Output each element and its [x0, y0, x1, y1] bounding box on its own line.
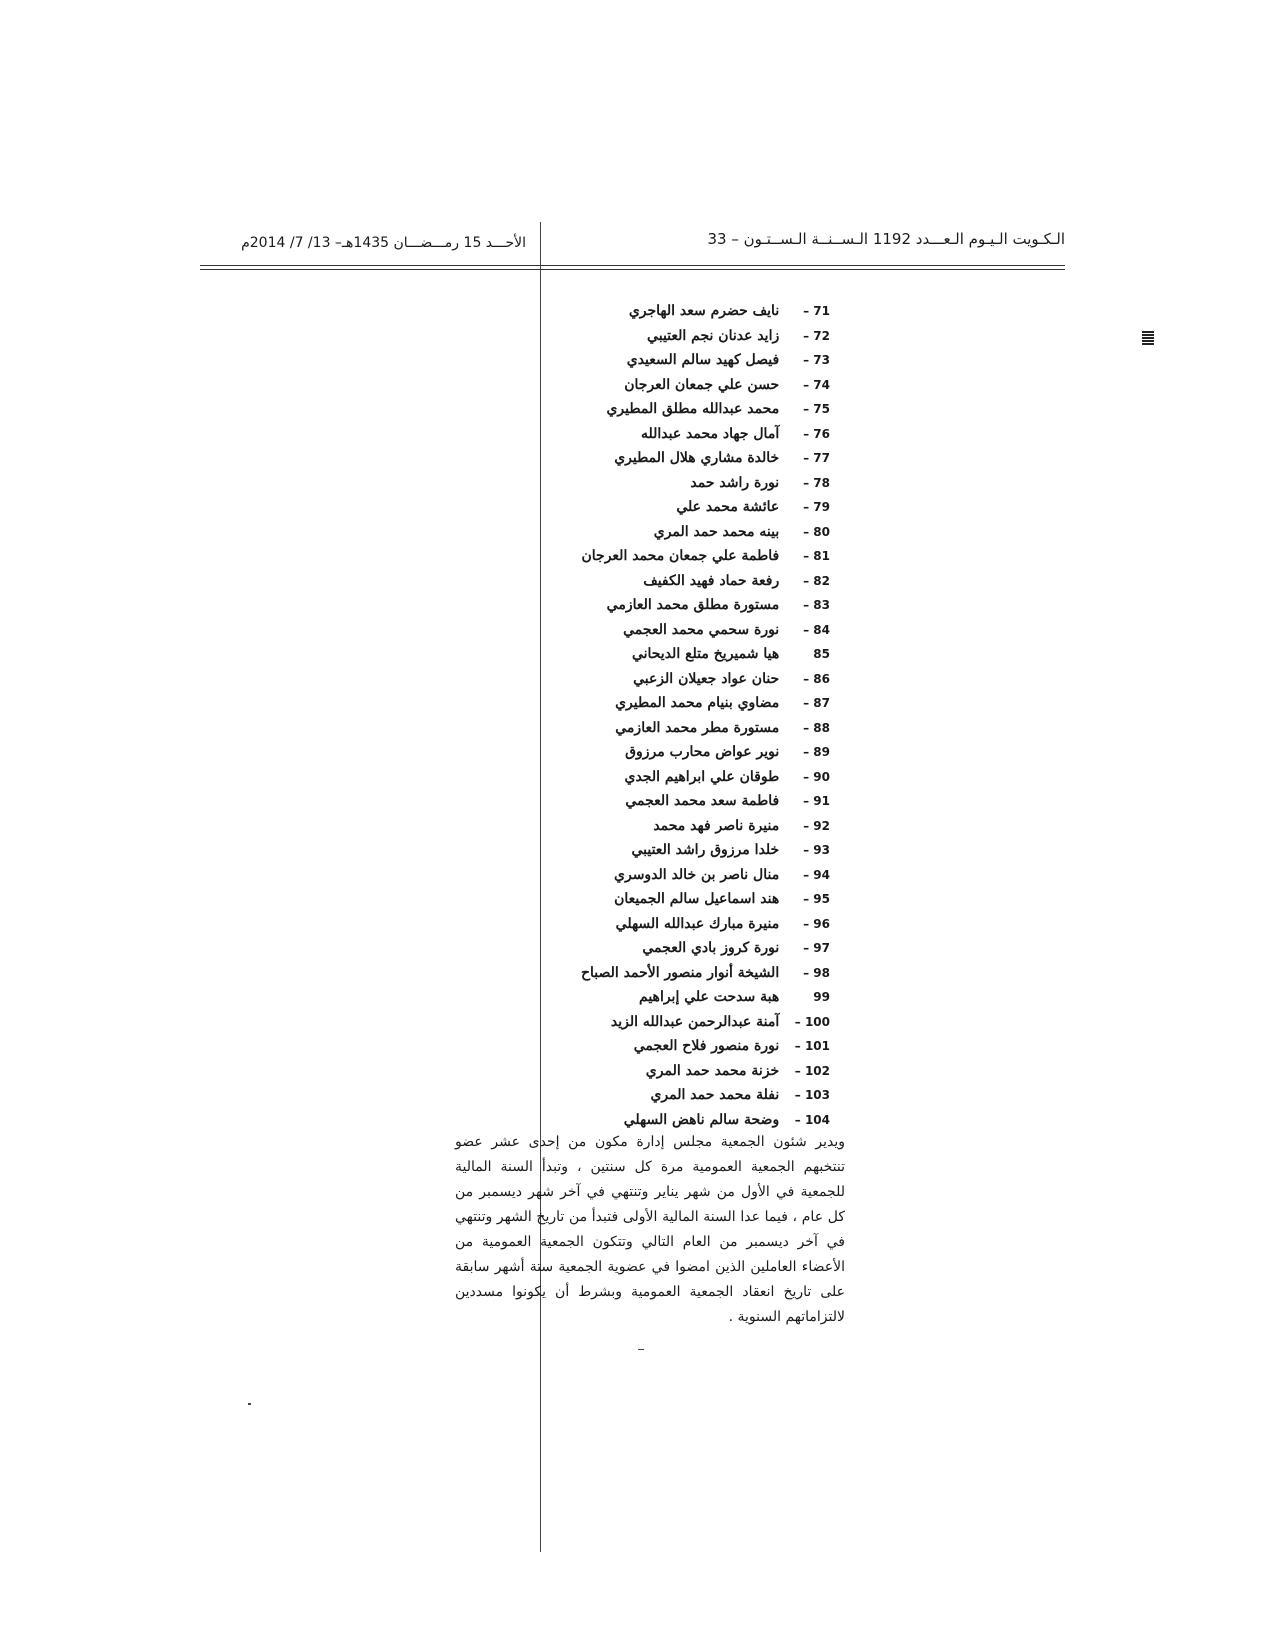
- member-list-item: [560, 788, 830, 813]
- member-name: بينه محمد حمد المري: [653, 523, 780, 540]
- member-name: منيرة ناصر فهد محمد: [653, 817, 780, 834]
- member-number: 92 –: [803, 818, 830, 833]
- member-name: خالدة مشاري هلال المطيري: [614, 450, 780, 466]
- member-list-item: [560, 470, 830, 495]
- member-number: 73 –: [803, 353, 830, 367]
- member-number: 84 –: [803, 622, 830, 637]
- member-number: 86 –: [803, 671, 830, 686]
- member-list-item: [560, 568, 830, 593]
- member-number: 90 –: [803, 769, 830, 784]
- member-list-item: [560, 739, 830, 764]
- member-name: هبة سدحت علي إبراهيم: [639, 989, 780, 1005]
- member-name: عائشة محمد علي: [676, 499, 780, 515]
- member-number: 87 –: [803, 696, 830, 710]
- member-name: نورة راشد حمد: [690, 474, 780, 491]
- member-name: طوقان علي ابراهيم الجدي: [624, 768, 780, 785]
- member-list-item: [560, 372, 830, 397]
- member-number: 74 –: [803, 377, 830, 392]
- member-name: وضحة سالم ناهض السهلي: [623, 1111, 780, 1128]
- member-name: الشيخة أنوار منصور الأحمد الصباح: [580, 964, 780, 981]
- member-name: نورة سحمي محمد العجمي: [623, 621, 780, 638]
- member-number: 100 –: [794, 1014, 830, 1029]
- member-number: 81 –: [803, 549, 830, 563]
- member-name: نايف حضرم سعد الهاجري: [628, 303, 780, 319]
- member-list-item: [560, 862, 830, 887]
- member-list-item: [560, 960, 830, 985]
- member-list-item: [560, 666, 830, 691]
- member-name: آمال جهاد محمد عبدالله: [640, 425, 780, 442]
- member-number: 93 –: [803, 843, 830, 857]
- member-number: 77 –: [803, 451, 830, 465]
- member-list-item: [560, 837, 830, 862]
- member-number: 88 –: [803, 720, 830, 735]
- member-number: 89 –: [803, 745, 830, 759]
- member-list-item: [560, 1082, 830, 1107]
- member-list: [560, 298, 830, 1131]
- member-list-item: [560, 1009, 830, 1034]
- member-name: مضاوي بنيام محمد المطيري: [615, 695, 780, 711]
- member-list-item: [560, 1107, 830, 1132]
- member-list-item: [560, 935, 830, 960]
- member-name: فيصل كهيد سالم السعيدي: [626, 352, 780, 368]
- scan-mark: [1142, 330, 1154, 345]
- gazette-header-date: الأحـــد 15 رمـــضـــان 1435هـ– 13/ 7/ 2014م: [241, 235, 526, 251]
- member-number: 98 –: [803, 965, 830, 980]
- member-list-item: [560, 984, 830, 1009]
- member-name: خزنة محمد حمد المري: [645, 1062, 780, 1079]
- member-list-item: [560, 323, 830, 348]
- scan-speck: [638, 1349, 644, 1350]
- member-name: فاطمة سعد محمد العجمي: [625, 793, 780, 809]
- member-name: نورة منصور فلاح العجمي: [633, 1038, 780, 1054]
- member-number: 80 –: [803, 524, 830, 539]
- member-number: 101 –: [794, 1039, 830, 1053]
- member-name: رفعة حماد فهيد الكفيف: [643, 572, 780, 589]
- member-list-item: [560, 494, 830, 519]
- member-list-item: [560, 690, 830, 715]
- member-name: آمنة عبدالرحمن عبدالله الزيد: [610, 1013, 780, 1030]
- member-list-item: [560, 715, 830, 740]
- member-number: 102 –: [794, 1063, 830, 1078]
- member-name: هيا شميريخ متلع الديحاني: [631, 646, 780, 662]
- member-name: محمد عبدالله مطلق المطيري: [606, 401, 780, 417]
- member-number: 71 –: [803, 304, 830, 318]
- member-name: حسن علي جمعان العرجان: [624, 376, 780, 393]
- column-divider: [540, 222, 541, 1552]
- member-number: 83 –: [803, 598, 830, 612]
- member-number: 91 –: [803, 794, 830, 808]
- member-list-item: [560, 1033, 830, 1058]
- member-list-item: [560, 764, 830, 789]
- member-number: 75 –: [803, 402, 830, 416]
- header-rule: [200, 265, 1065, 266]
- member-number: 76 –: [803, 426, 830, 441]
- member-list-item: [560, 813, 830, 838]
- member-name: نفلة محمد حمد المري: [650, 1087, 780, 1103]
- member-list-item: [560, 396, 830, 421]
- member-name: فاطمة علي جمعان محمد العرجان: [581, 548, 780, 564]
- member-number: 94 –: [803, 867, 830, 882]
- member-list-item: [560, 543, 830, 568]
- member-number: 99: [813, 990, 830, 1004]
- member-number: 103 –: [794, 1088, 830, 1102]
- member-number: 78 –: [803, 475, 830, 490]
- member-list-item: [560, 298, 830, 323]
- member-number: 104 –: [794, 1112, 830, 1127]
- member-name: خلدا مرزوق راشد العتيبي: [631, 842, 780, 858]
- member-number: 97 –: [803, 941, 830, 955]
- member-name: هند اسماعيل سالم الجميعان: [614, 891, 780, 907]
- member-list-item: [560, 347, 830, 372]
- member-list-item: [560, 617, 830, 642]
- member-number: 72 –: [803, 328, 830, 343]
- header-rule-double: [200, 269, 1065, 270]
- member-number: 85: [813, 647, 830, 661]
- member-list-item: [560, 421, 830, 446]
- member-name: نوير عواض محارب مرزوق: [625, 744, 780, 760]
- member-name: منيرة مبارك عبدالله السهلي: [615, 915, 780, 932]
- member-number: 82 –: [803, 573, 830, 588]
- member-name: حنان عواد جعيلان الزعبي: [633, 670, 780, 687]
- gazette-header-issue: الـكـويت الـيـوم الـعـــدد 1192 الـســنــة الـســتـون – 33: [707, 230, 1065, 248]
- member-list-item: [560, 592, 830, 617]
- member-name: منال ناصر بن خالد الدوسري: [614, 866, 780, 883]
- board-paragraph: ويدير شئون الجمعية مجلس إدارة مكون من إحدى عشر عضو تنتخبهم الجمعية العمومية مرة كل سنتين ، وتبدأ السنة المالية للجمعية في الأول من شهر يناير وتنتهي في آخر شهر ديسمبر من كل عام ، فيما عدا السنة المالية الأولى فتبدأ من تاريخ الشهر وتنتهي في آخر ديسمبر من العام التالي وتتكون الجمعية العمومية من الأعضاء العاملين الذين امضوا في عضوية الجمعية ستة أشهر سابقة على تاريخ انعقاد الجمعية العمومية وبشرط أن يكونوا مسددين لالتزاماتهم السنوية .: [455, 1134, 845, 1325]
- member-list-item: [560, 641, 830, 666]
- member-list-item: [560, 911, 830, 936]
- member-name: نورة كروز بادي العجمي: [642, 940, 780, 956]
- member-number: 79 –: [803, 500, 830, 514]
- member-number: 96 –: [803, 916, 830, 931]
- member-name: مستورة مطلق محمد العازمي: [606, 597, 780, 613]
- member-list-item: [560, 1058, 830, 1083]
- member-name: زايد عدنان نجم العتيبي: [647, 327, 780, 344]
- scan-speck: [248, 1403, 251, 1405]
- member-number: 95 –: [803, 892, 830, 906]
- member-list-item: [560, 519, 830, 544]
- member-list-item: [560, 445, 830, 470]
- member-list-item: [560, 886, 830, 911]
- member-name: مستورة مطر محمد العازمي: [615, 719, 780, 736]
